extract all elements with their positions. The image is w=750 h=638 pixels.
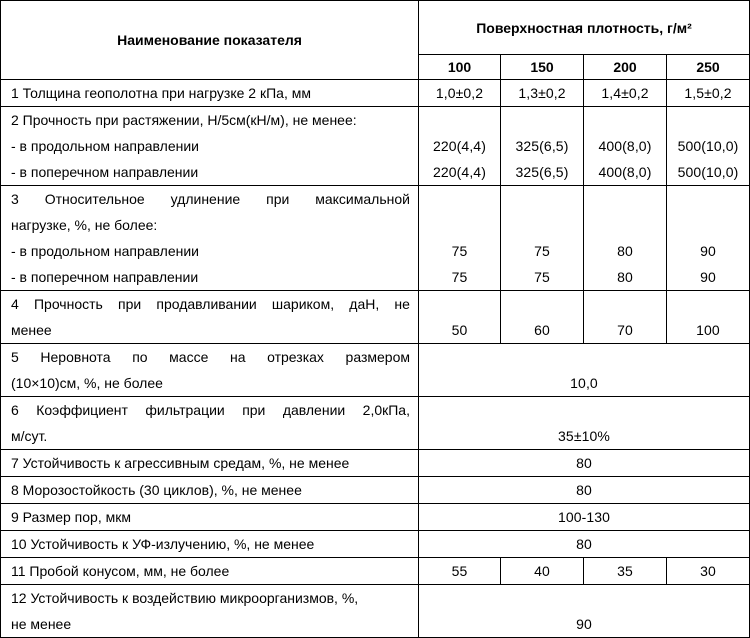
merged-value-cell <box>419 531 750 558</box>
value: 75 <box>451 269 468 285</box>
value: 60 <box>534 322 550 338</box>
merged-value: 80 <box>576 536 592 552</box>
merged-value-cell <box>419 397 750 450</box>
table-row <box>1 186 750 291</box>
indicator-cell <box>1 107 419 186</box>
indicator-word: отрезках <box>267 349 324 365</box>
value: 35 <box>617 563 633 579</box>
indicator-word: удлинение <box>170 191 241 207</box>
indicator-line <box>1 186 418 212</box>
indicator-word: по <box>132 349 148 365</box>
indicator-line <box>1 397 418 423</box>
indicator-cell <box>1 585 419 638</box>
merged-value-cell <box>419 585 750 638</box>
value-cell <box>419 107 501 186</box>
table-row <box>1 450 750 477</box>
table-row <box>1 80 750 107</box>
indicator-line: (10×10)см, %, не более <box>11 375 163 391</box>
indicator-word: массе <box>169 349 209 365</box>
value: 400(8,0) <box>598 164 652 180</box>
indicator-word: 2,0кПа, <box>362 402 410 418</box>
value-cell <box>501 291 584 344</box>
indicator-word: продавливании <box>156 296 257 312</box>
value: 325(6,5) <box>515 138 569 154</box>
merged-value-cell <box>419 477 750 504</box>
value: 80 <box>617 243 633 259</box>
indicator-cell <box>1 344 419 397</box>
value: 75 <box>534 243 550 259</box>
table-body <box>1 1 750 638</box>
table-row <box>1 558 750 585</box>
indicator-line: - в поперечном направлении <box>11 164 199 180</box>
table-row <box>1 504 750 531</box>
merged-value-cell <box>419 504 750 531</box>
value: 90 <box>700 269 716 285</box>
indicator-line: 7 Устойчивость к агрессивным средам, %, не менее <box>11 455 350 471</box>
indicator-line: - в продольном направлении <box>11 138 199 154</box>
table-row <box>1 477 750 504</box>
indicator-word: 3 <box>11 191 19 207</box>
table-row <box>1 291 750 344</box>
value-cell <box>667 291 750 344</box>
merged-value-cell <box>419 450 750 477</box>
value: 40 <box>534 563 550 579</box>
merged-value: 80 <box>576 482 592 498</box>
value-cell <box>667 558 750 585</box>
value-cell <box>584 558 667 585</box>
indicator-word: фильтрации <box>145 402 225 418</box>
density-header: Поверхностная плотность, г/м² <box>419 1 750 55</box>
indicator-word: размером <box>345 349 410 365</box>
value: 325(6,5) <box>515 164 569 180</box>
value: 400(8,0) <box>598 138 652 154</box>
value: 75 <box>534 269 550 285</box>
indicator-word: 6 <box>11 402 19 418</box>
value: 90 <box>700 243 716 259</box>
table-row <box>1 397 750 450</box>
indicator-line <box>1 344 418 370</box>
indicator-word: максимальной <box>315 191 410 207</box>
indicator-word: Прочность <box>33 296 103 312</box>
indicator-word: давлении <box>282 402 346 418</box>
indicator-line: 12 Устойчивость к воздействию микроорганизмов, %, <box>11 590 359 606</box>
value: 1,5±0,2 <box>684 85 732 101</box>
merged-value-cell <box>419 344 750 397</box>
table-row <box>1 344 750 397</box>
value-cell <box>667 107 750 186</box>
indicator-line: 8 Морозостойкость (30 циклов), %, не менее <box>11 482 302 498</box>
value: 50 <box>451 322 468 338</box>
value: 100 <box>696 322 720 338</box>
indicator-cell <box>1 504 419 531</box>
value-cell <box>584 291 667 344</box>
value-cell <box>584 107 667 186</box>
value-cell <box>584 186 667 291</box>
indicator-word: 5 <box>11 349 19 365</box>
value: 1,4±0,2 <box>601 85 649 101</box>
indicator-word: Неровнота <box>40 349 111 365</box>
indicator-word: даН, <box>349 296 380 312</box>
value: 500(10,0) <box>677 138 739 154</box>
indicator-line: - в продольном направлении <box>11 243 199 259</box>
value: 500(10,0) <box>677 164 739 180</box>
merged-value: 100-130 <box>557 509 611 525</box>
merged-value: 10,0 <box>570 375 598 391</box>
col-header-100: 100 <box>419 55 501 80</box>
indicator-line: 10 Устойчивость к УФ-излучению, %, не менее <box>11 536 315 552</box>
indicator-cell <box>1 291 419 344</box>
header-row <box>1 1 750 55</box>
indicator-cell <box>1 186 419 291</box>
indicator-line: 9 Размер пор, мкм <box>11 509 131 525</box>
value-cell <box>501 558 584 585</box>
value-cell <box>501 80 584 107</box>
value-cell <box>501 107 584 186</box>
value-cell <box>419 186 501 291</box>
value-cell <box>501 186 584 291</box>
value-cell <box>419 558 501 585</box>
value: 1,3±0,2 <box>518 85 566 101</box>
value: 30 <box>700 563 716 579</box>
table-row <box>1 531 750 558</box>
indicator-line: м/сут. <box>11 428 48 444</box>
merged-value: 35±10% <box>558 428 610 444</box>
indicator-word: не <box>394 296 410 312</box>
col-header-250: 250 <box>667 55 750 80</box>
indicator-line <box>1 291 418 317</box>
indicator-word: 4 <box>11 296 19 312</box>
indicator-line: нагрузке, %, не более: <box>11 217 158 233</box>
indicator-line: 1 Толщина геополотна при нагрузке 2 кПа, мм <box>11 85 311 101</box>
value-cell <box>419 80 501 107</box>
indicator-cell <box>1 558 419 585</box>
indicator-cell <box>1 450 419 477</box>
merged-value: 80 <box>576 455 592 471</box>
indicator-header: Наименование показателя <box>1 1 419 80</box>
value-cell <box>667 186 750 291</box>
value: 220(4,4) <box>433 164 486 180</box>
table-row <box>1 107 750 186</box>
value: 75 <box>451 243 468 259</box>
value: 220(4,4) <box>433 138 486 154</box>
indicator-line: менее <box>11 322 52 338</box>
indicator-line: - в поперечном направлении <box>11 269 199 285</box>
value: 55 <box>451 563 468 579</box>
value-cell <box>667 80 750 107</box>
indicator-word: при <box>266 191 290 207</box>
indicator-word: Относительное <box>44 191 145 207</box>
indicator-word: шариком, <box>271 296 335 312</box>
value-cell <box>584 80 667 107</box>
indicator-word: при <box>118 296 142 312</box>
value: 80 <box>617 269 633 285</box>
indicator-cell <box>1 397 419 450</box>
indicator-word: при <box>242 402 266 418</box>
indicator-line: 2 Прочность при растяжении, Н/5см(кН/м), не менее: <box>11 112 357 128</box>
col-header-150: 150 <box>501 55 584 80</box>
indicator-cell <box>1 477 419 504</box>
indicator-word: Коэффициент <box>36 402 128 418</box>
table-row <box>1 585 750 638</box>
value: 70 <box>617 322 633 338</box>
indicator-word: на <box>229 349 246 365</box>
value-cell <box>419 291 501 344</box>
col-header-200: 200 <box>584 55 667 80</box>
indicator-cell <box>1 531 419 558</box>
indicator-cell <box>1 80 419 107</box>
indicator-line: не менее <box>11 616 72 632</box>
value: 1,0±0,2 <box>435 85 484 101</box>
indicator-line: 11 Пробой конусом, мм, не более <box>11 563 230 579</box>
merged-value: 90 <box>576 616 592 632</box>
